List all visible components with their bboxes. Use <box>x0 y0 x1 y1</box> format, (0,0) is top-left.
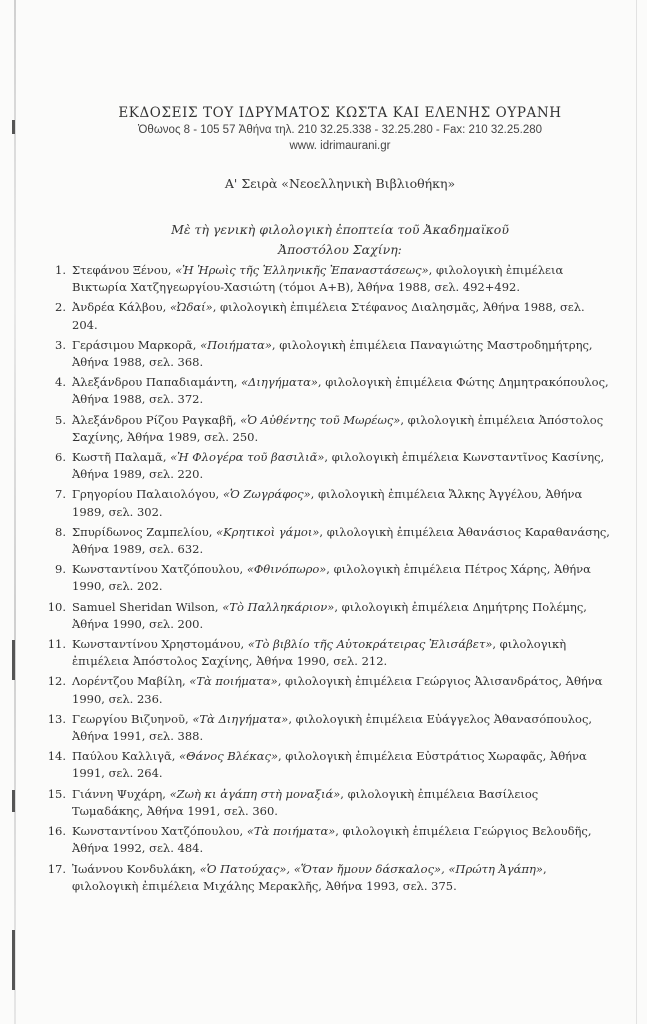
book-details: , φιλολογικὴ ἐπιμέλεια Εὐστράτιος Χωραφᾶς, Ἀθήνα 1991, σελ. 264. <box>72 749 587 781</box>
book-author: Κωστῆ Παλαμᾶ, <box>72 450 171 465</box>
list-item-number: 11. <box>47 637 66 652</box>
list-item-number: 7. <box>55 487 66 502</box>
list-item <box>32 561 610 595</box>
book-details: , φιλολογικὴ ἐπιμέλεια Εὐάγγελος Ἀθανασόπουλος, Ἀθήνα 1991, σελ. 388. <box>72 711 593 744</box>
book-author: Παύλου Καλλιγᾶ, <box>72 749 180 764</box>
scan-mark <box>12 930 15 990</box>
publisher-website: www. idrimaurani.gr <box>289 140 391 152</box>
book-title: «Θάνος Βλέκας» <box>179 749 278 764</box>
book-author: Λορέντζου Μαβίλη, <box>72 674 190 689</box>
list-item-number: 1. <box>55 263 66 277</box>
list-item <box>32 711 610 745</box>
list-item-number: 2. <box>55 300 66 315</box>
list-item <box>32 449 610 483</box>
book-details: , φιλολογικὴ ἐπιμέλεια Ἀθανάσιος Καραθανάσης, Ἀθήνα 1989, σελ. 632. <box>72 524 610 557</box>
series-title: Α' Σειρὰ «Νεοελληνικὴ Βιβλιοθήκη» <box>224 176 456 191</box>
publisher-header <box>70 104 610 154</box>
list-item-number: 14. <box>47 749 66 764</box>
scan-edge-right <box>636 0 637 1024</box>
list-item <box>32 636 610 670</box>
list-item <box>32 524 610 558</box>
list-item-number: 16. <box>47 824 66 839</box>
publisher-address: Ὀθωνος 8 - 105 57 Ἀθήνα τηλ. 210 32.25.338 - 32.25.280 - Fax: 210 32.25.280 <box>137 124 543 136</box>
book-details: , φιλολογικὴ ἐπιμέλεια Παναγιώτης Μαστροδημήτρης, Ἀθήνα 1988, σελ. 368. <box>72 337 593 370</box>
book-author: Ἰωάννου Κονδυλάκη, <box>72 861 200 876</box>
scan-edge-left <box>14 0 16 1024</box>
list-item <box>32 412 610 446</box>
book-details: , φιλολογικὴ ἐπιμέλεια Φώτης Δημητρακόπουλος, Ἀθήνα 1988, σελ. 372. <box>72 375 609 407</box>
list-item-number: 15. <box>47 786 66 801</box>
publisher-name: ΕΚΔΟΣΕΙΣ ΤΟΥ ΙΔΡΥΜΑΤΟΣ ΚΩΣΤΑ ΚΑΙ ΕΛΕΝΗΣ ΟΥΡΑΝΗ <box>118 105 562 121</box>
list-item-number: 13. <box>47 711 66 726</box>
list-item <box>32 337 610 371</box>
book-details: , φιλολογικὴ ἐπιμέλεια Γεώργιος Ἀλισανδράτος, Ἀθήνα 1990, σελ. 236. <box>72 674 603 706</box>
scan-mark <box>12 790 15 812</box>
list-item <box>32 262 610 296</box>
book-author: Ἀλεξάνδρου Παπαδιαμάντη, <box>72 375 242 390</box>
book-details: , φιλολογικὴ ἐπιμέλεια Πέτρος Χάρης, Ἀθήνα 1990, σελ. 202. <box>72 562 591 594</box>
book-details: , φιλολογικὴ ἐπιμέλεια Στέφανος Διαλησμᾶς, Ἀθήνα 1988, σελ. 204. <box>72 300 585 332</box>
book-author: Ἀνδρέα Κάλβου, <box>72 300 170 315</box>
list-item <box>32 786 610 820</box>
book-author: Κωνσταντίνου Χρηστομάνου, <box>72 637 248 652</box>
book-details: , φιλολογικὴ ἐπιμέλεια Ἀπόστολος Σαχίνης, Ἀθήνα 1989, σελ. 250. <box>72 412 604 444</box>
list-item <box>32 486 610 520</box>
list-item-number: 10. <box>47 599 66 614</box>
list-item <box>32 823 610 857</box>
list-item-number: 8. <box>55 524 66 539</box>
list-item-number: 3. <box>55 337 66 352</box>
book-author: Γεράσιμου Μαρκορᾶ, <box>72 337 201 352</box>
book-details: , φιλολογικὴ ἐπιμέλεια Κωνσταντῖνος Κασίνης, Ἀθήνα 1989, σελ. 220. <box>72 450 605 482</box>
book-author: Samuel Sheridan Wilson, <box>72 599 223 614</box>
book-title: «Τὰ ποιήματα» <box>189 674 278 689</box>
book-details: , φιλολογικὴ ἐπιμέλεια Ἀπόστολος Σαχίνης, Ἀθήνα 1990, σελ. 212. <box>72 637 567 669</box>
book-title: «Τὸ Παλληκάριον» <box>222 599 335 614</box>
book-title: «Ὁ Πατούχας», «Ὅταν ἤμουν δάσκαλος», «Πρώτη Ἀγάπη» <box>199 861 543 876</box>
list-item-number: 17. <box>47 861 66 876</box>
list-item <box>32 599 610 633</box>
book-title: «Τὸ βιβλίο τῆς Αὐτοκράτειρας Ἐλισάβετ» <box>247 637 493 652</box>
list-item-number: 12. <box>47 674 66 689</box>
book-author: Σπυρίδωνος Ζαμπελίου, <box>72 524 217 539</box>
book-author: Γρηγορίου Παλαιολόγου, <box>72 487 223 502</box>
list-item-number: 6. <box>55 450 66 465</box>
book-title: «Τὰ Διηγήματα» <box>192 711 289 726</box>
list-item-number: 9. <box>55 562 66 577</box>
book-details: , φιλολογικὴ ἐπιμέλεια Δημήτρης Πολέμης, Ἀθήνα 1990, σελ. 200. <box>72 599 587 631</box>
supervision-note <box>70 220 610 260</box>
supervision-line: Μὲ τὴ γενικὴ φιλολογικὴ ἐποπτεία τοῦ Ἀκαδημαϊκοῦ <box>171 222 509 237</box>
book-title: «Ποιήματα» <box>200 337 272 352</box>
book-title: «Ὠδαί» <box>169 300 213 315</box>
book-author: Στεφάνου Ξένου, <box>72 263 176 277</box>
scan-mark <box>12 120 15 134</box>
supervision-line: Ἀποστόλου Σαχίνη: <box>278 242 402 257</box>
book-details: , φιλολογικὴ ἐπιμέλεια Γεώργιος Βελουδῆς, Ἀθήνα 1992, σελ. 484. <box>72 824 592 856</box>
book-title: «Ὁ Αὐθέντης τοῦ Μωρέως» <box>240 412 401 427</box>
list-item-number: 5. <box>55 412 66 427</box>
book-list <box>32 262 610 898</box>
list-item-number: 4. <box>55 375 66 390</box>
book-title: «Φθινόπωρο» <box>246 562 327 577</box>
list-item <box>32 748 610 782</box>
book-details: , φιλολογικὴ ἐπιμέλεια Μιχάλης Μερακλῆς, Ἀθήνα 1993, σελ. 375. <box>72 861 547 893</box>
list-item <box>32 861 610 895</box>
book-author: Κωνσταντίνου Χατζόπουλου, <box>72 562 247 577</box>
book-details: , φιλολογικὴ ἐπιμέλεια Βασίλειος Τωμαδάκης, Ἀθήνα 1991, σελ. 360. <box>72 786 539 818</box>
book-title: «Κρητικοὶ γάμοι» <box>216 524 320 539</box>
list-item <box>32 299 610 333</box>
book-title: «Διηγήματα» <box>241 375 318 390</box>
scan-mark <box>12 640 15 680</box>
book-author: Γεωργίου Βιζυηνοῦ, <box>72 711 193 726</box>
book-author: Ἀλεξάνδρου Ρίζου Ραγκαβῆ, <box>72 412 241 427</box>
book-author: Κωνσταντίνου Χατζόπουλου, <box>72 824 247 839</box>
book-author: Γιάννη Ψυχάρη, <box>72 786 170 801</box>
book-details: , φιλολογικὴ ἐπιμέλεια Ἄλκης Ἀγγέλου, Ἀθήνα 1989, σελ. 302. <box>72 487 583 519</box>
book-title: «Τὰ ποιήματα» <box>246 824 336 839</box>
book-title: «Ὁ Ζωγράφος» <box>222 487 311 502</box>
book-title: «Ἡ Φλογέρα τοῦ βασιλιᾶ» <box>170 450 325 465</box>
list-item <box>32 673 610 707</box>
list-item <box>32 374 610 408</box>
book-title: «Ζωὴ κι ἀγάπη στὴ μοναξιά» <box>169 786 341 801</box>
book-title: «Ἡ Ἡρωὶς τῆς Ἑλληνικῆς Ἐπαναστάσεως» <box>175 263 429 277</box>
book-details: , φιλολογικὴ ἐπιμέλεια Βικτωρία Χατζηγεωργίου-Χασιώτη (τόμοι Α+Β), Ἀθήνα 1988, σελ. 492+492. <box>72 263 564 295</box>
